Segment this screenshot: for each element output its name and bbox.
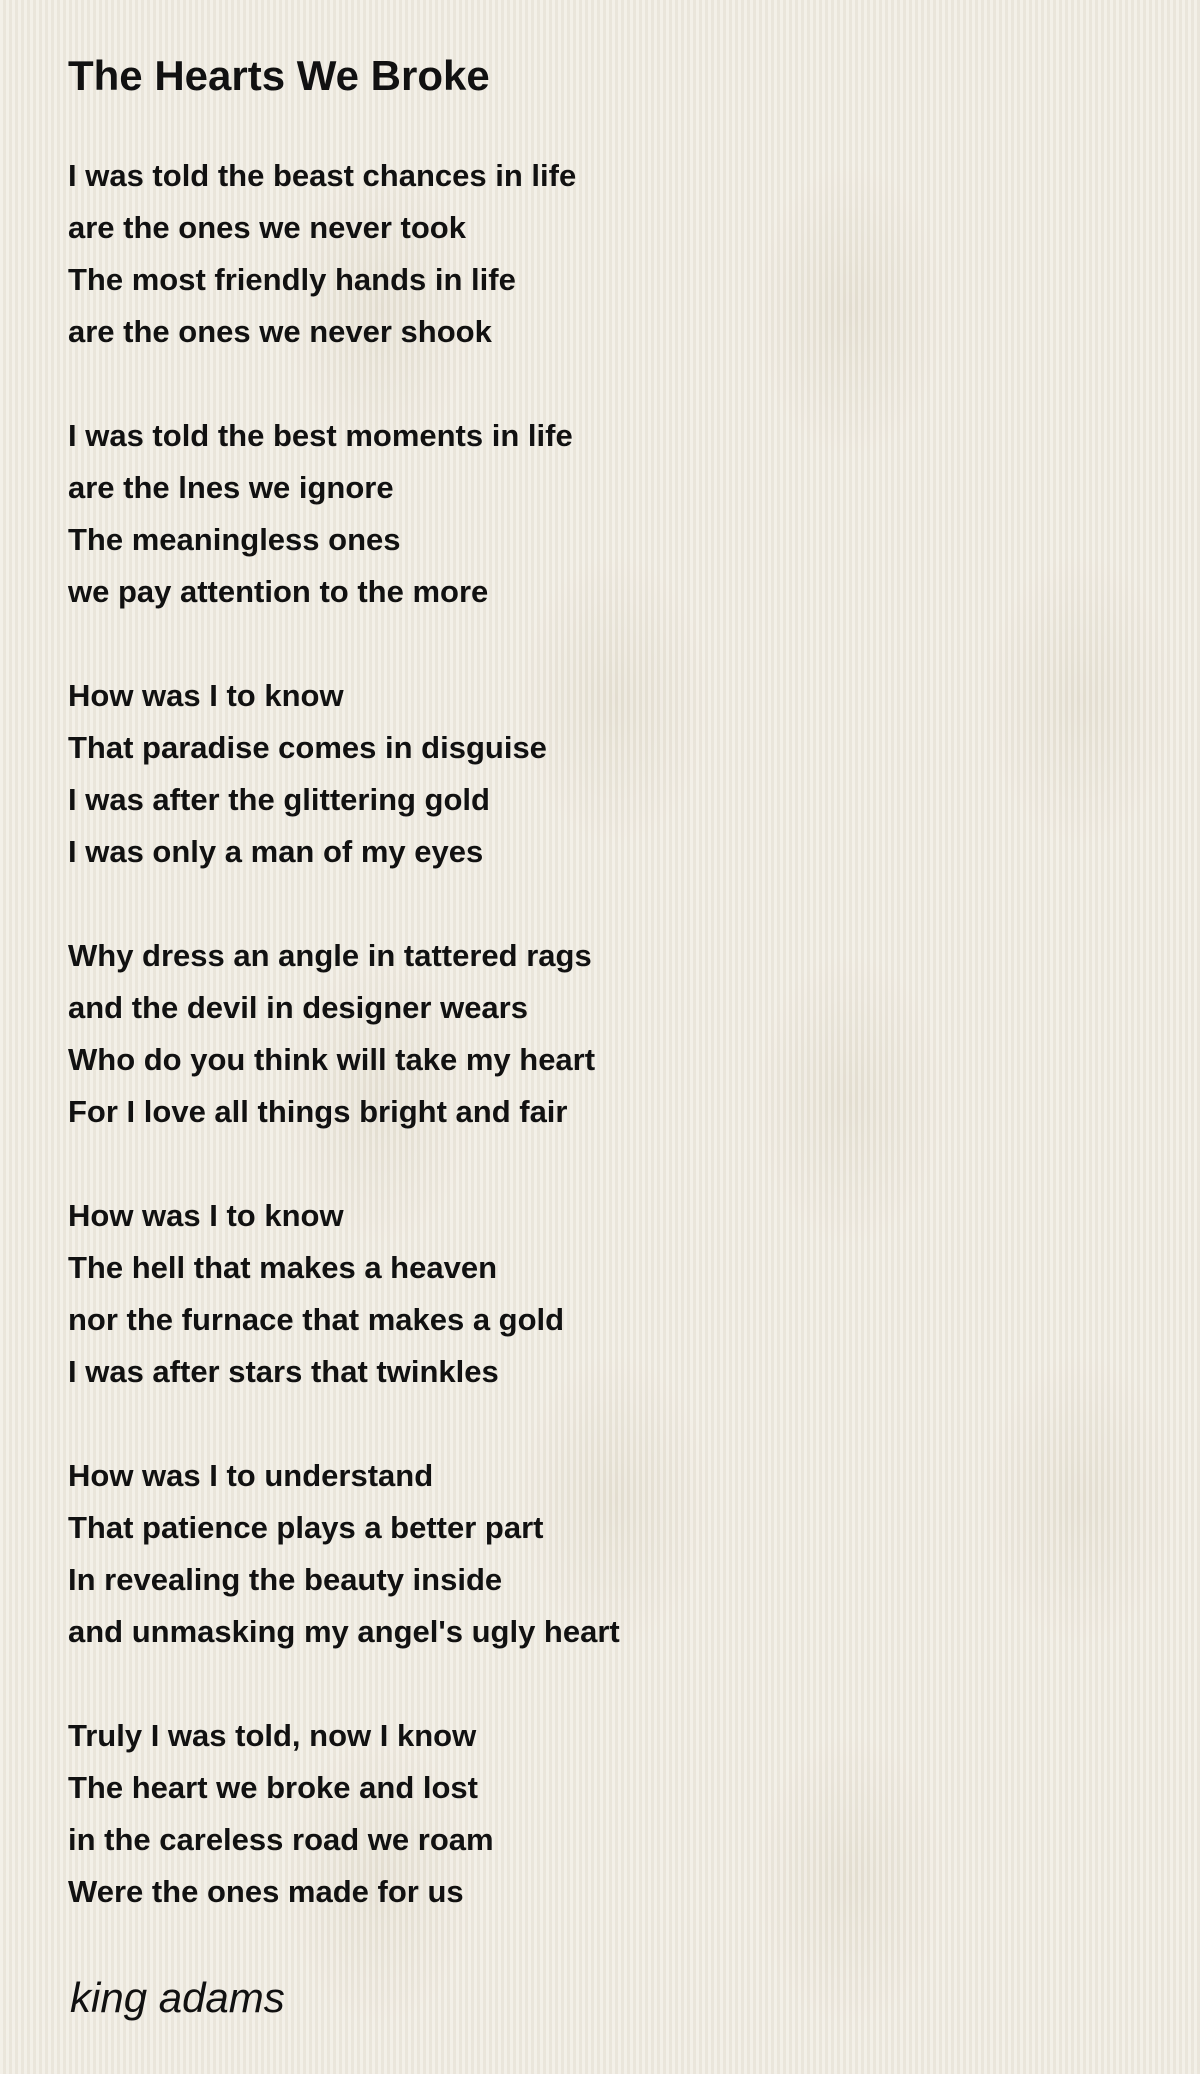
poem-line: are the ones we never took [68,210,466,245]
poem-line: Why dress an angle in tattered rags [68,938,592,973]
stanza-4 [68,930,1128,1138]
poem-line: For I love all things bright and fair [68,1094,568,1129]
poem-line: I was only a man of my eyes [68,834,484,869]
stanza-3 [68,670,1128,878]
poem-line: Who do you think will take my heart [68,1042,596,1077]
poem-author: king adams [70,1974,285,2021]
poem-line: How was I to know [68,678,344,713]
stanza-6 [68,1450,1128,1658]
poem-line: I was told the best moments in life [68,418,573,453]
poem-line: nor the furnace that makes a gold [68,1302,565,1337]
poem-line: In revealing the beauty inside [68,1562,503,1597]
poem-line: Were the ones made for us [68,1874,464,1909]
poem-line: I was after the glittering gold [68,782,490,817]
poem-line: How was I to understand [68,1458,434,1493]
stanza-2 [68,410,1128,618]
poem-line: we pay attention to the more [68,574,489,609]
poem-line: in the careless road we roam [68,1822,494,1857]
poem-line: That patience plays a better part [68,1510,544,1545]
poem-body [68,150,1128,1970]
stanza-5 [68,1190,1128,1398]
poem-line: I was told the beast chances in life [68,158,577,193]
poem-line: The heart we broke and lost [68,1770,478,1805]
poem-line: Truly I was told, now I know [68,1718,477,1753]
poem-line: I was after stars that twinkles [68,1354,499,1389]
stanza-7 [68,1710,1128,1918]
poem-line: How was I to know [68,1198,344,1233]
stanza-1 [68,150,1128,358]
poem-line: and the devil in designer wears [68,990,528,1025]
poem-line: The hell that makes a heaven [68,1250,498,1285]
poem-line: The meaningless ones [68,522,401,557]
poem-line: and unmasking my angel's ugly heart [68,1614,620,1649]
poem-line: are the ones we never shook [68,314,492,349]
poem-line: That paradise comes in disguise [68,730,547,765]
poem-title: The Hearts We Broke [68,52,490,99]
poem-line: are the lnes we ignore [68,470,394,505]
poem-line: The most friendly hands in life [68,262,516,297]
